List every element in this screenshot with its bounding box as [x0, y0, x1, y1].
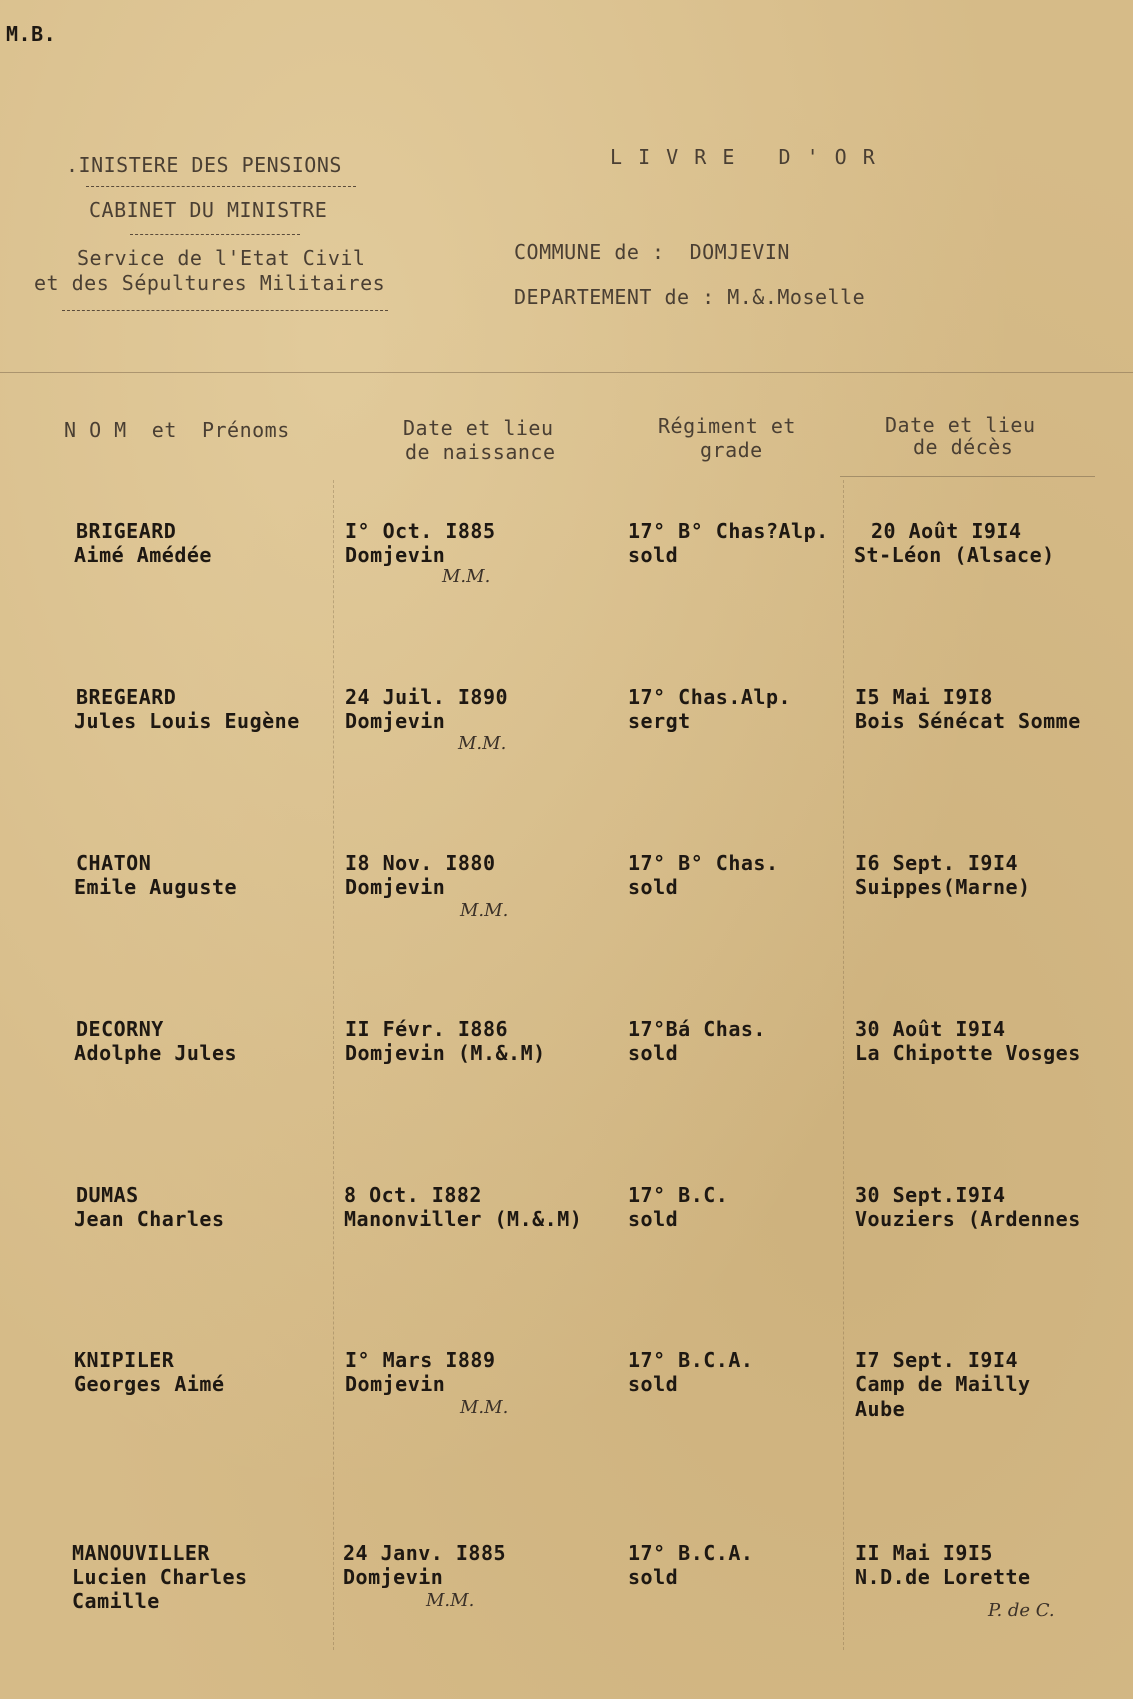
record-grade: sold [628, 1207, 679, 1231]
record-regiment: 17° B.C.A. [628, 1348, 754, 1372]
divider [86, 186, 356, 187]
record-birth-date: II Févr. I886 [345, 1017, 509, 1041]
record-birth-date: 8 Oct. I882 [344, 1183, 482, 1207]
record-surname: DUMAS [76, 1183, 139, 1207]
record-death-place: N.D.de Lorette [855, 1565, 1031, 1589]
record-regiment: 17° B.C.A. [628, 1541, 754, 1565]
record-birth-place: Domjevin [345, 709, 446, 733]
record-grade: sold [628, 875, 679, 899]
record-birth-place: Domjevin [345, 875, 446, 899]
record-given-names: Emile Auguste [74, 875, 238, 899]
livre-dor-title: L I V R E D ' O R [610, 145, 877, 169]
service-line-2: et des Sépultures Militaires [34, 271, 386, 295]
column-header-name: N O M et Prénoms [64, 418, 290, 442]
column-header-birth: Date et lieu [403, 416, 554, 440]
record-death-date: 30 Sept.I9I4 [855, 1183, 1006, 1207]
divider [840, 476, 1095, 477]
record-death-date: 20 Août I9I4 [871, 519, 1022, 543]
record-regiment: 17° B.C. [628, 1183, 729, 1207]
column-header-birth-2: de naissance [405, 440, 556, 464]
record-given-names-2: Camille [72, 1589, 160, 1613]
record-birth-place: Manonviller (M.&.M) [344, 1207, 583, 1231]
record-surname: BRIGEARD [76, 519, 177, 543]
section-divider [0, 372, 1133, 373]
record-surname: CHATON [76, 851, 152, 875]
record-initials: M.M. [460, 1397, 509, 1418]
departement-line: DEPARTEMENT de : M.&.Moselle [514, 285, 866, 309]
column-header-regiment-2: grade [700, 438, 763, 462]
record-regiment: 17° Chas.Alp. [628, 685, 792, 709]
commune-line: COMMUNE de : DOMJEVIN [514, 240, 790, 264]
record-death-date: I5 Mai I9I8 [855, 685, 993, 709]
record-birth-place: Domjevin [345, 543, 446, 567]
column-header-death-2: de décès [913, 435, 1014, 459]
record-birth-place: Domjevin [343, 1565, 444, 1589]
record-surname: BREGEARD [76, 685, 177, 709]
record-death-date: I7 Sept. I9I4 [855, 1348, 1019, 1372]
record-grade: sold [628, 543, 679, 567]
record-given-names: Lucien Charles [72, 1565, 248, 1589]
record-death-place: La Chipotte Vosges [855, 1041, 1081, 1065]
record-regiment: 17° B° Chas?Alp. [628, 519, 829, 543]
column-header-death: Date et lieu [885, 413, 1036, 437]
record-given-names: Adolphe Jules [74, 1041, 238, 1065]
record-regiment: 17° B° Chas. [628, 851, 779, 875]
record-death-place-2: Aube [855, 1397, 906, 1421]
service-line-1: Service de l'Etat Civil [77, 246, 366, 270]
record-initials: M.M. [442, 566, 491, 587]
record-grade: sold [628, 1565, 679, 1589]
record-death-date: II Mai I9I5 [855, 1541, 993, 1565]
ministry-title: .INISTERE DES PENSIONS [66, 153, 342, 177]
divider [62, 310, 388, 311]
cabinet-title: CABINET DU MINISTRE [89, 198, 328, 222]
record-death-place: Camp de Mailly [855, 1372, 1031, 1396]
record-birth-place: Domjevin (M.&.M) [345, 1041, 546, 1065]
column-separator [333, 480, 334, 1650]
record-birth-date: 24 Juil. I890 [345, 685, 509, 709]
record-grade: sold [628, 1372, 679, 1396]
record-grade: sold [628, 1041, 679, 1065]
record-death-place: Suippes(Marne) [855, 875, 1031, 899]
record-birth-date: I8 Nov. I880 [345, 851, 496, 875]
record-surname: MANOUVILLER [72, 1541, 210, 1565]
record-regiment: 17°Bá Chas. [628, 1017, 766, 1041]
record-death-date: 30 Août I9I4 [855, 1017, 1006, 1041]
column-separator [843, 480, 844, 1650]
column-header-regiment: Régiment et [658, 414, 796, 438]
record-given-names: Aimé Amédée [74, 543, 212, 567]
record-death-date: I6 Sept. I9I4 [855, 851, 1019, 875]
corner-mark: M.B. [6, 22, 57, 46]
divider [130, 234, 300, 235]
record-death-place: St-Léon (Alsace) [854, 543, 1055, 567]
record-surname: KNIPILER [74, 1348, 175, 1372]
record-initials: M.M. [426, 1590, 475, 1611]
record-death-place: Bois Sénécat Somme [855, 709, 1081, 733]
record-surname: DECORNY [76, 1017, 164, 1041]
record-death-place: Vouziers (Ardennes [855, 1207, 1081, 1231]
record-birth-date: I° Oct. I885 [345, 519, 496, 543]
record-given-names: Jules Louis Eugène [74, 709, 300, 733]
record-given-names: Jean Charles [74, 1207, 225, 1231]
record-handwritten-note: P. de C. [988, 1600, 1055, 1621]
record-given-names: Georges Aimé [74, 1372, 225, 1396]
record-grade: sergt [628, 709, 691, 733]
record-initials: M.M. [460, 900, 509, 921]
record-birth-date: I° Mars I889 [345, 1348, 496, 1372]
record-initials: M.M. [458, 733, 507, 754]
record-birth-date: 24 Janv. I885 [343, 1541, 507, 1565]
record-birth-place: Domjevin [345, 1372, 446, 1396]
